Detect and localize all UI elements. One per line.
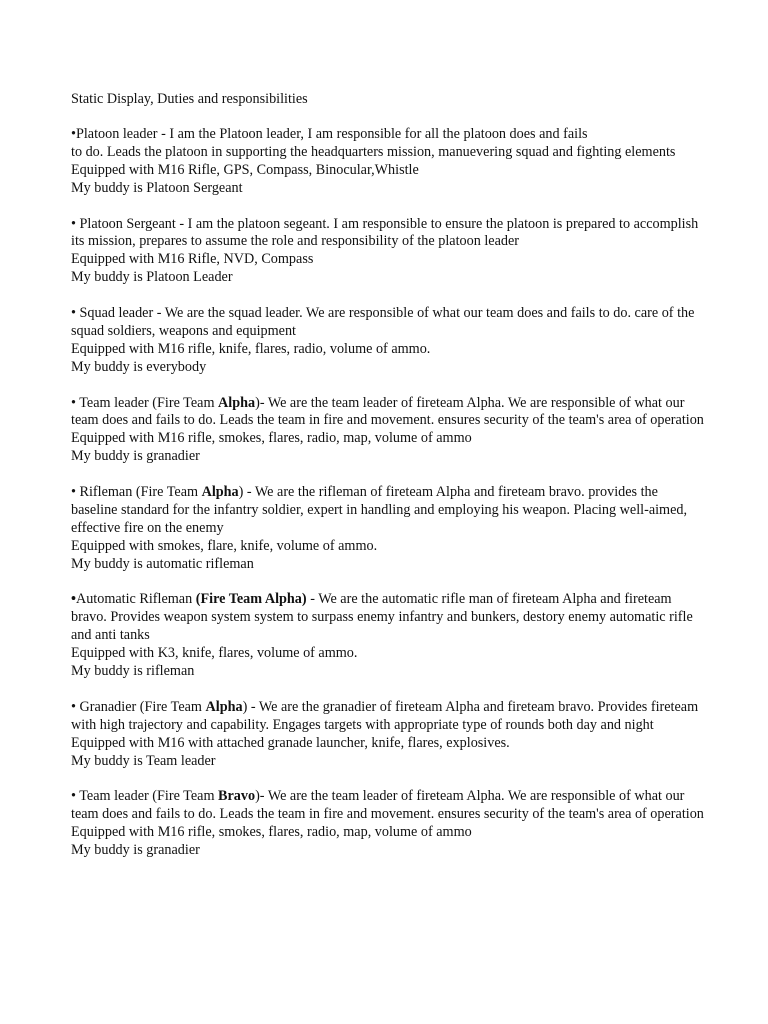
text-run: Platoon leader - I am the Platoon leader, I am responsible for all the platoon does and fails xyxy=(75,126,588,142)
entry-line xyxy=(71,430,707,448)
text-run: (Fire Team Alpha) xyxy=(195,591,307,608)
text-run: Alpha xyxy=(218,394,256,411)
entry-line xyxy=(71,735,707,753)
text-run: My buddy is automatic rifleman xyxy=(71,555,254,572)
text-run: Equipped with M16 rifle, smokes, flares, radio, map, volume of ammo xyxy=(71,824,472,841)
entry-line xyxy=(71,663,707,681)
entry-line xyxy=(71,126,707,144)
text-run: • xyxy=(71,126,76,142)
text-run: Alpha xyxy=(201,484,239,501)
text-run: Equipped with M16 rifle, knife, flares, radio, volume of ammo. xyxy=(71,340,431,357)
role-entry xyxy=(71,395,707,467)
document-title: Static Display, Duties and responsibilities xyxy=(71,91,308,107)
entry-line xyxy=(71,162,707,180)
entry-line xyxy=(71,484,707,538)
text-run: )- We are the team leader of fireteam Alpha. We are responsible of what our team does and fails to do. Leads the team in fire and movement. ensures security of the team's area of operation xyxy=(71,788,704,823)
text-run: My buddy is granadier xyxy=(71,448,200,465)
text-run: Alpha xyxy=(205,698,243,715)
entry-line xyxy=(71,538,707,556)
role-entry xyxy=(71,788,707,860)
text-run: Equipped with M16 rifle, smokes, flares, radio, map, volume of ammo xyxy=(71,430,472,447)
text-run: Equipped with K3, knife, flares, volume of ammo. xyxy=(71,645,358,662)
text-run: Equipped with smokes, flare, knife, volume of ammo. xyxy=(71,537,378,554)
entry-line xyxy=(71,448,707,466)
text-run: My buddy is everybody xyxy=(71,358,207,375)
text-run: • Team leader (Fire Team xyxy=(71,788,219,805)
text-run: Equipped with M16 Rifle, GPS, Compass, Binocular,Whistle xyxy=(71,161,419,178)
text-run: My buddy is Team leader xyxy=(71,752,216,769)
text-run: Bravo xyxy=(218,788,256,805)
text-run: • Granadier (Fire Team xyxy=(71,698,206,715)
text-run: • Team leader (Fire Team xyxy=(71,394,219,411)
text-run: • Platoon Sergeant - I am the platoon segeant. I am responsible to ensure the platoon is prepared to accomplish its mission, prepares to assume the role and responsibility of the platoon leader xyxy=(71,215,699,250)
role-entry xyxy=(71,216,707,288)
entry-line xyxy=(71,216,707,252)
entry-line xyxy=(71,824,707,842)
entry-line xyxy=(71,556,707,574)
entry-line xyxy=(71,269,707,287)
entry-line xyxy=(71,341,707,359)
role-entry xyxy=(71,591,707,681)
text-run: Equipped with M16 Rifle, NVD, Compass xyxy=(71,251,314,268)
entry-line xyxy=(71,645,707,663)
text-run: • xyxy=(71,591,76,608)
role-entry xyxy=(71,484,707,574)
entry-line xyxy=(71,144,707,162)
text-run: • Rifleman (Fire Team xyxy=(71,484,202,501)
text-run: )- We are the team leader of fireteam Alpha. We are responsible of what our team does and fails to do. Leads the team in fire and movement. ensures security of the team's area of operation xyxy=(71,394,704,429)
text-run: My buddy is Platoon Leader xyxy=(71,269,233,286)
text-run: - We are the automatic rifle man of fireteam Alpha and fireteam bravo. Provides weapon system system to surpass enemy infantry and bunkers, destory enemy automatic rifle and anti tanks xyxy=(71,591,693,644)
text-run: ) - We are the rifleman of fireteam Alpha and fireteam bravo. provides the baseline standard for the infantry soldier, expert in handling and employing his weapon. Placing well-aimed, effective fire on the enemy xyxy=(71,484,688,536)
text-run: My buddy is Platoon Sergeant xyxy=(71,179,243,196)
document-body xyxy=(71,126,707,878)
entry-line xyxy=(71,788,707,824)
entry-line xyxy=(71,591,707,645)
text-run: My buddy is granadier xyxy=(71,842,200,859)
entry-line xyxy=(71,251,707,269)
role-entry xyxy=(71,305,707,377)
role-entry xyxy=(71,699,707,771)
text-run: • Squad leader - We are the squad leader. We are responsible of what our team does and fails to do. care of the squad soldiers, weapons and equipment xyxy=(71,305,695,339)
text-run: Equipped with M16 with attached granade launcher, knife, flares, explosives. xyxy=(71,734,510,751)
entry-line xyxy=(71,180,707,198)
entry-line xyxy=(71,359,707,377)
entry-line xyxy=(71,842,707,860)
entry-line xyxy=(71,395,707,431)
entry-line xyxy=(71,305,707,341)
role-entry xyxy=(71,126,707,198)
text-run: ) - We are the granadier of fireteam Alpha and fireteam bravo. Provides fireteam with high trajectory and capability. Engages targets with appropriate type of rounds both day and night xyxy=(71,698,699,733)
entry-line xyxy=(71,753,707,771)
text-run: Automatic Rifleman xyxy=(75,591,196,608)
entry-line xyxy=(71,699,707,735)
text-run: My buddy is rifleman xyxy=(71,663,195,680)
text-run: to do. Leads the platoon in supporting the headquarters mission, manuevering squad and fighting elements xyxy=(71,143,676,160)
